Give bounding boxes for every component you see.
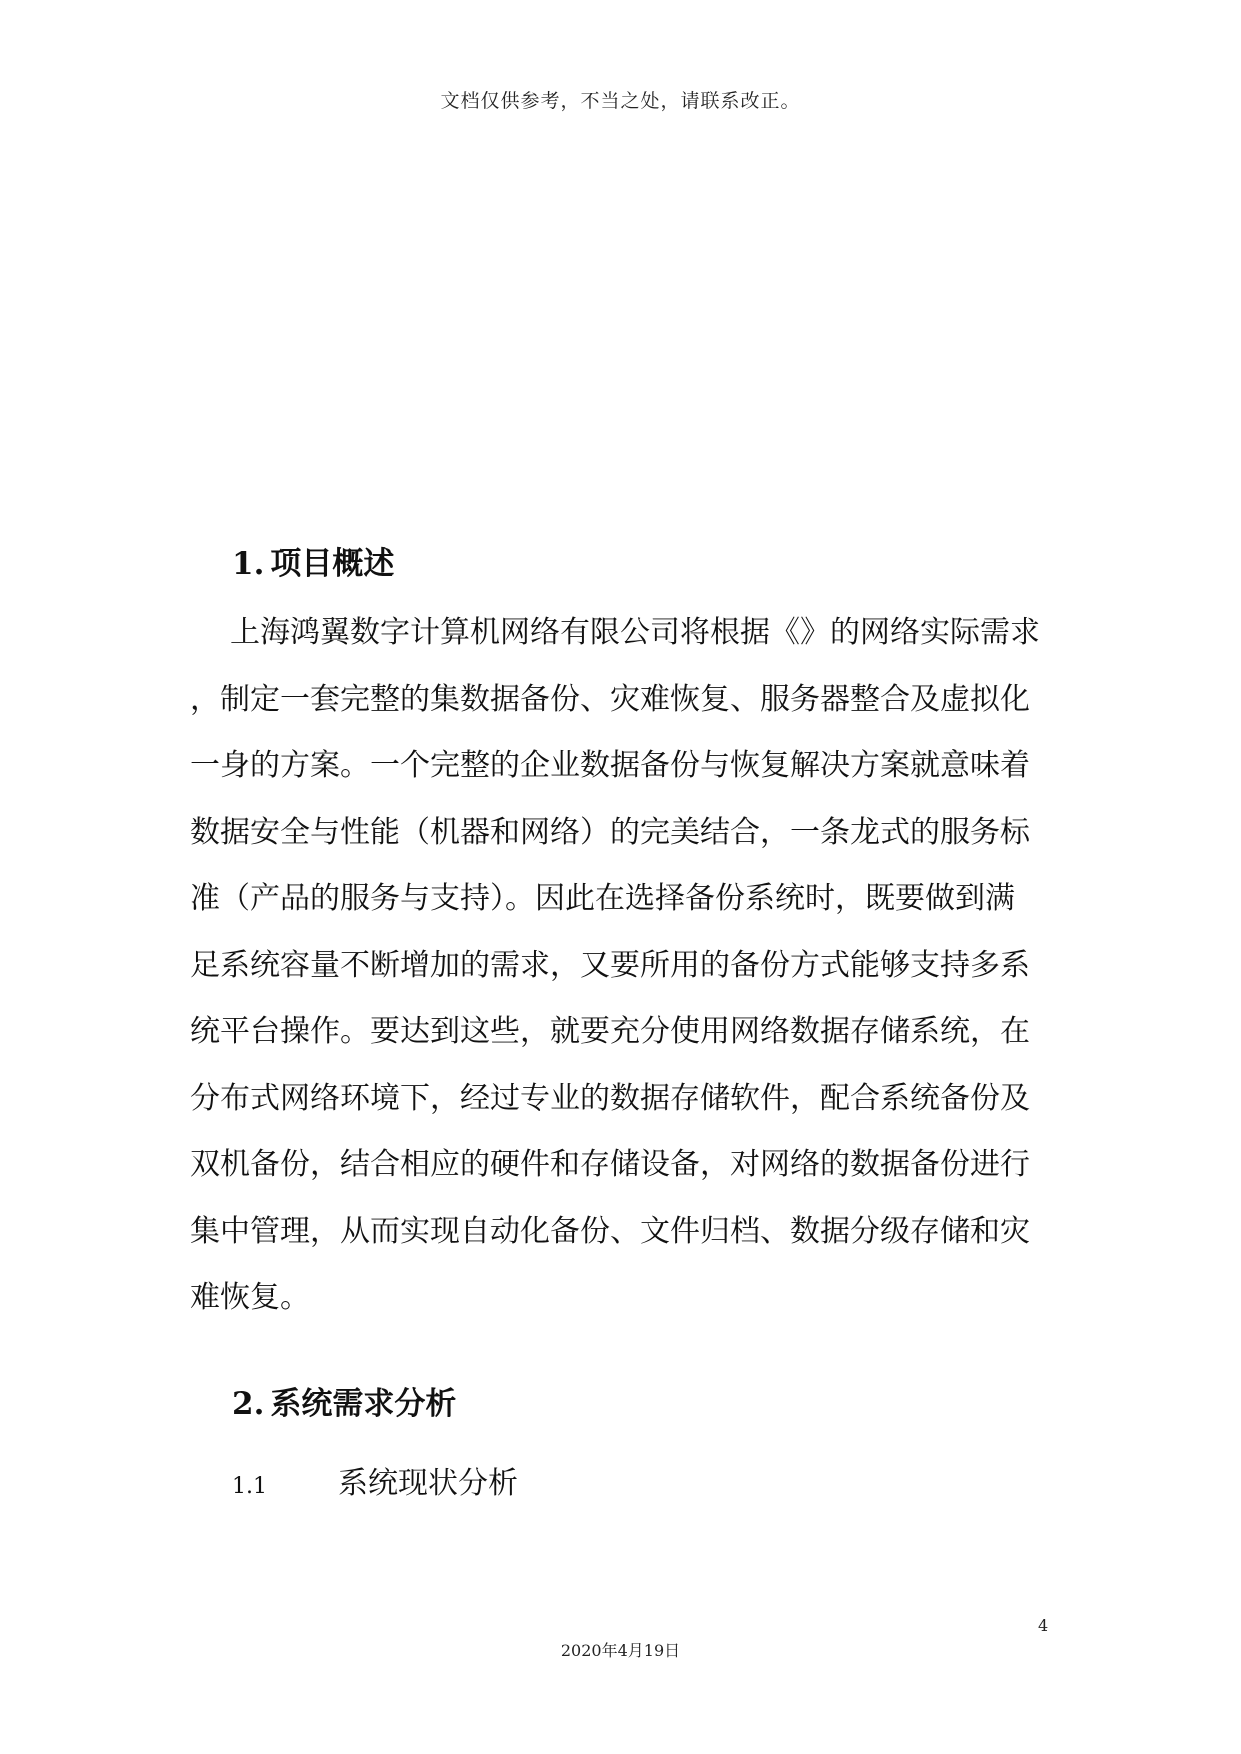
header-note: 文档仅供参考，不当之处，请联系改正。 (440, 90, 801, 112)
paragraph-line: 一身的方案。一个完整的企业数据备份与恢复解决方案就意味着 (190, 748, 1030, 783)
paragraph-line: 足系统容量不断增加的需求，又要所用的备份方式能够支持多系 (190, 947, 1030, 983)
section-number: 1. (232, 546, 265, 582)
paragraph-line: 双机备份，结合相应的硬件和存储设备，对网络的数据备份进行 (190, 1147, 1030, 1182)
paragraph-line: 准（产品的服务与支持）。因此在选择备份系统时，既要做到满 (190, 881, 1015, 916)
subsection-number: 1.1 (232, 1474, 267, 1499)
paragraph-line: 分布式网络环境下，经过专业的数据存储软件，配合系统备份及 (190, 1080, 1030, 1116)
paragraph-line: 上海鸿翼数字计算机网络有限公司将根据《》的网络实际需求 (230, 615, 1040, 650)
footer-date: 2020年4月19日 (560, 1641, 681, 1660)
subsection-heading (232, 1458, 518, 1502)
subsection-title: 系统现状分析 (338, 1466, 518, 1501)
section-1-body (190, 600, 1070, 1332)
section-heading-2 (232, 1378, 456, 1423)
paragraph-line: ，制定一套完整的集数据备份、灾难恢复、服务器整合及虚拟化 (190, 681, 1030, 717)
paragraph-line: 集中管理，从而实现自动化备份、文件归档、数据分级存储和灾 (190, 1213, 1030, 1249)
paragraph-line: 数据安全与性能（机器和网络）的完美结合，一条龙式的服务标 (190, 814, 1030, 850)
section-number: 2. (232, 1386, 265, 1422)
section-title: 项目概述 (270, 546, 395, 582)
page-number: 4 (1038, 1616, 1049, 1635)
paragraph-line: 难恢复。 (190, 1280, 310, 1315)
section-title: 系统需求分析 (270, 1386, 457, 1422)
section-heading-1 (232, 538, 394, 583)
paragraph-line: 统平台操作。要达到这些，就要充分使用网络数据存储系统，在 (190, 1014, 1030, 1049)
